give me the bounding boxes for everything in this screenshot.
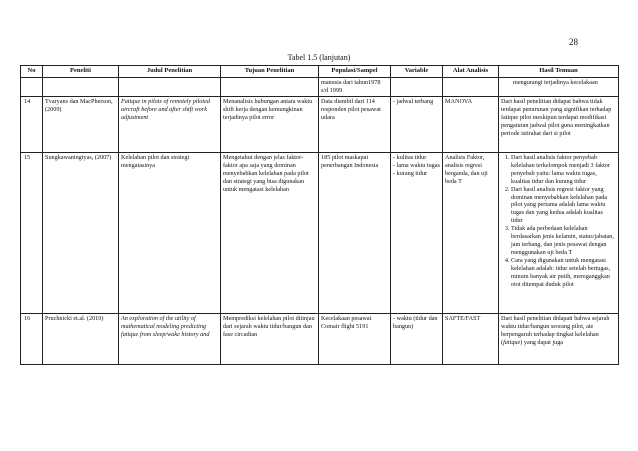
list-item: 4. Cara yang digunakan untuk mengatasi kelelahan adalah: tidur setelah bertugas, minum banyak air putih, mereganggkan otot ditempat duduk pilot [511,257,616,289]
cell-variable: - jadwal terbang [391,97,443,153]
cell-variable: - kulitas tidur - lama waktu tugas - kurang tidur [391,153,443,314]
cell-judul: An exploration of the utility of mathematical modeling predicting fatique from sleep/wake history and [119,314,221,365]
table-row [21,314,619,365]
hasil-text-italic: fatique [503,338,521,346]
cell-peneliti: Pruchnicki et.al. (2010) [43,314,119,365]
hasil-text-post: ) yang dapat juga [520,338,564,346]
cell-populasi: manusia dari tahun1978 s/d 1999 [319,78,391,97]
header-peneliti: Peneliti [43,66,119,78]
cell-hasil: mengurangi terjadinya kecelakaan [499,78,619,97]
cell-no: 14 [21,97,43,153]
cell-tujuan: Menanalisis hubungan antara waktu shift kerja dengan kemungkinan terjadinya pilot error [221,97,319,153]
cell-alat: SAFTE/FAST [443,314,499,365]
header-alat: Alat Analisis [443,66,499,78]
table-row [21,78,619,97]
table-row [21,97,619,153]
header-hasil: Hasil Temuan [499,66,619,78]
cell-tujuan [221,78,319,97]
cell-populasi: Data diambil dari 114 responden pilot pesawat udara [319,97,391,153]
list-item: 3. Tidak ada perbedaan kelelahan berdasarkan jenis kelamin, status/jabatan, jam terbang, dan jenis pesawat dengan menggunakan uji beda T [511,225,616,257]
list-item: 1. Dari hasil analisis faktor penyebab kelelahan terkelompok menjadi 3 faktor penyebab yaitu: lama waktu tugas, kualitas tidur dan kurang tidur [511,154,616,186]
cell-judul: Kelelahan pilot dan strategi mengatasinya [119,153,221,314]
cell-peneliti: Sungkawaningtyas, (2007) [43,153,119,314]
header-row [21,66,619,78]
findings-list [501,154,616,288]
list-item: 2. Dari hasil analisis regresi faktor yang dominan menyebabkan kelelahan pada pilot yang pertama adalah lama waktu tugas dan yang kedua adalah kualitas tidur [511,186,616,226]
cell-peneliti [43,78,119,97]
cell-judul: Fatique in pilots of remotely piloted aircraft before and after shift work adjustment [119,97,221,153]
cell-tujuan: Mengetahui dengan jelas faktor-faktor apa saja yang dominan menyebabkan kelelahan pada pilot dan strategi yang bisa digunakan untuk mengatasi kelelahan [221,153,319,314]
page-number: 28 [569,37,578,47]
table-row [21,153,619,314]
cell-variable: - waktu (tidur dan bangun) [391,314,443,365]
cell-alat: Analisis Faktor, analisis regresi berganda, dan uji beda T [443,153,499,314]
header-no: No [21,66,43,78]
cell-hasil: Dari hasil penelitian didapat bahwa tidak terdapat penurunan yang signifikan terhadap fatique pilot meskipun terdapat modifikasi pengaturan jadwal pilot guna meningkatkan periode istirahat dari si pilot [499,97,619,153]
cell-peneliti: Tvaryans dan MacPherson, (2009) [43,97,119,153]
table-caption: Tabel 1.5 (lanjutan) [287,53,351,62]
cell-judul [119,78,221,97]
cell-hasil [499,314,619,365]
header-variable: Variable [391,66,443,78]
cell-no [21,78,43,97]
header-tujuan: Tujuan Penelitian [221,66,319,78]
cell-no: 16 [21,314,43,365]
header-populasi: Populasi/Sampel [319,66,391,78]
cell-alat [443,78,499,97]
research-table [20,65,619,365]
cell-hasil [499,153,619,314]
cell-alat: MANOVA [443,97,499,153]
cell-populasi: 185 pilot maskapai penerbangan Indonesia [319,153,391,314]
header-judul: Judul Penelitian [119,66,221,78]
cell-populasi: Kecelakaan pesawat Comair flight 5191 [319,314,391,365]
cell-no: 15 [21,153,43,314]
cell-tujuan: Memprediksi kelelahan pilot ditinjau dari sejarah waktu tidur/bangun dan fase circadian [221,314,319,365]
cell-variable [391,78,443,97]
hasil-text-pre: Dari hasil penelitian didapati bahwa sejarah waktu tidur/bangun seorang pilot, ate berpengaruh terhadap tingkat kelelahan ( [501,315,610,346]
